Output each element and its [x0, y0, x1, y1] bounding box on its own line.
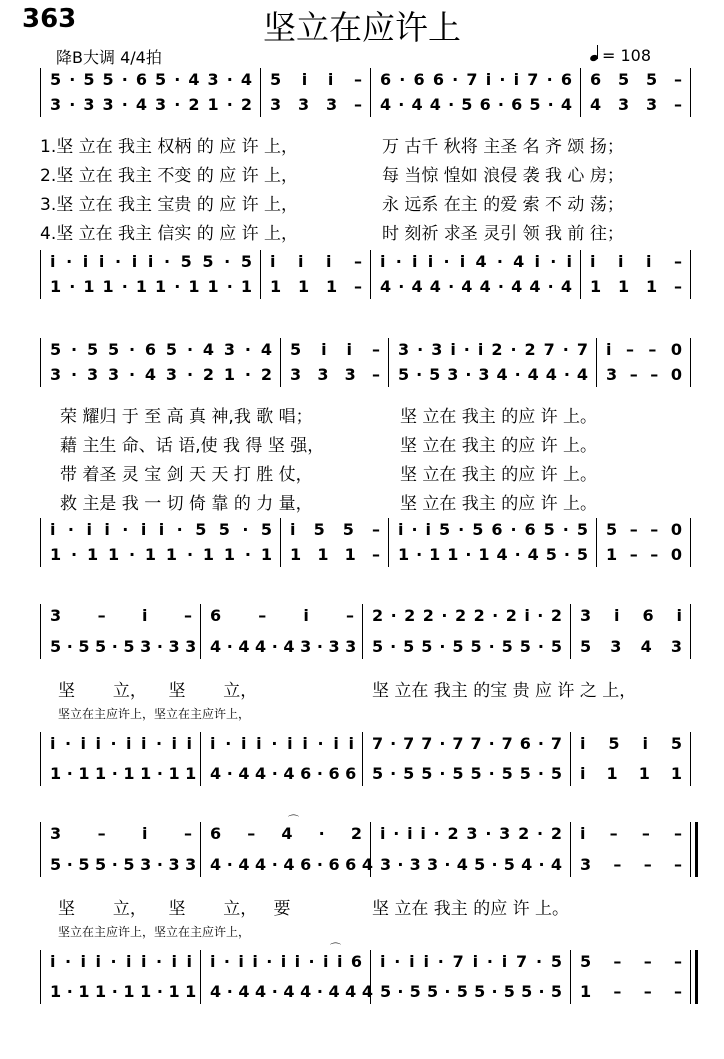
lyric-line	[0, 705, 724, 731]
lyric-line	[0, 431, 724, 457]
notation-row	[0, 252, 724, 272]
measure: 5 i i –	[270, 70, 362, 89]
lyric-line	[0, 460, 724, 486]
notation-row	[0, 982, 724, 1002]
music-system	[0, 70, 724, 305]
lyric-text: 坚 立在 我主 的应 许 上。	[372, 899, 570, 919]
lyric-text: 坚 立在 我主 的应 许 上。	[400, 436, 598, 456]
measure: 1 · 1 1 · 1 1 · 1 1	[50, 764, 197, 783]
lyric-text: 1.坚 立在 我主 权柄 的 应 许 上，	[40, 137, 299, 157]
notation-row	[0, 637, 724, 657]
lyric-text: 坚立在主应许上，坚立在主应许上，	[58, 925, 251, 939]
notation-row	[0, 606, 724, 626]
measure: 1 1 1 –	[290, 545, 380, 564]
measure: 3 – – –	[580, 855, 682, 874]
notation-row	[0, 545, 724, 565]
measure: 3 · 3 3 · 4 3 · 2 1 · 2	[50, 365, 272, 384]
measure: 1 · 1 1 · 1 1 · 1 1 · 1	[50, 277, 252, 296]
fermata-icon: ⌒	[288, 814, 299, 827]
measure: 3 · 3 3 · 4 5 · 5 4 · 4	[380, 855, 562, 874]
measure: 5 · 5 5 · 6 5 · 4 3 · 4	[50, 70, 252, 89]
measure: 4 · 4 4 · 4 6 · 6 6	[210, 764, 357, 783]
notation-row	[0, 95, 724, 115]
lyric-line	[0, 676, 724, 702]
lyric-text: 3.坚 立在 我主 宝贵 的 应 许 上，	[40, 195, 299, 215]
measure: i · i i · i i · i i 6	[210, 952, 362, 971]
hymn-number: 363	[22, 4, 77, 34]
measure: 6 – i –	[210, 606, 354, 625]
measure: i · i i · 2 3 · 3 2 · 2	[380, 824, 562, 843]
measure: 5 · 5 5 · 5 5 · 5 5 · 5	[372, 637, 562, 656]
measure: i 5 5 –	[290, 520, 380, 539]
measure: 3 · 3 3 · 4 3 · 2 1 · 2	[50, 95, 252, 114]
measure: 3 i 6 i	[580, 606, 682, 625]
measure: 5 · 5 5 · 5 5 · 5 5 · 5	[380, 982, 562, 1001]
measure: 5 – – 0	[606, 520, 682, 539]
notation-row	[0, 277, 724, 297]
measure: 4 · 4 4 · 4 4 · 4 4 4	[210, 982, 373, 1001]
measure: i – – –	[580, 824, 682, 843]
lyric-line	[0, 402, 724, 428]
fermata-icon: ⌒	[330, 942, 341, 955]
lyric-text: 坚 立在 我主 的应 许 上。	[400, 465, 598, 485]
measure: i · i i · i i · 5 5 · 5	[50, 520, 272, 539]
measure: i · i i · i 4 · 4 i · i	[380, 252, 572, 271]
music-system	[0, 606, 724, 841]
measure: i 5 i 5	[580, 734, 682, 753]
measure: 1 – – 0	[606, 545, 682, 564]
measure: i i i –	[270, 252, 362, 271]
lyric-line	[0, 489, 724, 515]
notation-row	[0, 365, 724, 385]
measure: 4 · 4 4 · 4 3 · 3 3	[210, 637, 357, 656]
measure: 1 1 1 –	[590, 277, 682, 296]
measure: 1 1 1 –	[270, 277, 362, 296]
measure: i · i i · 7 i · i 7 · 5	[380, 952, 562, 971]
measure: 3 · 3 i · i 2 · 2 7 · 7	[398, 340, 588, 359]
measure: i i i –	[590, 252, 682, 271]
lyric-line	[0, 923, 724, 949]
lyric-text: 藉 主生 命、话 语,使 我 得 坚 强，	[60, 436, 325, 456]
lyric-line	[0, 132, 724, 158]
lyric-text: 坚 立在 我主 的应 许 上。	[400, 407, 598, 427]
measure: 1 – – –	[580, 982, 682, 1001]
measure: 5 · 5 5 · 5 3 · 3 3	[50, 637, 197, 656]
measure: 3 3 3 –	[270, 95, 362, 114]
measure: 4 · 4 4 · 5 6 · 6 5 · 4	[380, 95, 572, 114]
measure: 3 3 3 –	[290, 365, 380, 384]
lyric-line	[0, 894, 724, 920]
page-title: 坚立在应许上	[263, 8, 461, 47]
lyric-text: 4.坚 立在 我主 信实 的 应 许 上，	[40, 224, 299, 244]
lyric-text: 坚 立在 我主 的应 许 上。	[400, 494, 598, 514]
lyric-text: 救 主是 我 一 切 倚 靠 的 力 量，	[60, 494, 313, 514]
lyric-line	[0, 219, 724, 245]
notation-row	[0, 340, 724, 360]
tempo-value: = 108	[602, 46, 652, 65]
measure: 1 · 1 1 · 1 4 · 4 5 · 5	[398, 545, 588, 564]
measure: 7 · 7 7 · 7 7 · 7 6 · 7	[372, 734, 562, 753]
measure: 3 – – 0	[606, 365, 682, 384]
measure: i · i 5 · 5 6 · 6 5 · 5	[398, 520, 588, 539]
measure: 5 · 5 5 · 5 5 · 5 5 · 5	[372, 764, 562, 783]
lyric-line	[0, 161, 724, 187]
notation-row	[0, 520, 724, 540]
lyric-text: 坚 立， 坚 立，	[58, 681, 258, 701]
lyric-text: 荣 耀归 于 至 高 真 神,我 歌 唱；	[60, 407, 313, 427]
measure: 3 – i –	[50, 606, 192, 625]
notation-row	[0, 855, 724, 875]
lyric-text: 带 着圣 灵 宝 剑 天 天 打 胜 仗，	[60, 465, 313, 485]
lyric-text: 坚 立， 坚 立， 要	[58, 899, 291, 919]
measure: 5 3 4 3	[580, 637, 682, 656]
measure: 6 – 4 · 2	[210, 824, 362, 843]
measure: 5 · 5 5 · 5 3 · 3 3	[50, 855, 197, 874]
measure: i · i i · i i · 5 5 · 5	[50, 252, 252, 271]
measure: 5 i i –	[290, 340, 380, 359]
measure: 6 5 5 –	[590, 70, 682, 89]
measure: 3 – i –	[50, 824, 192, 843]
measure: 4 3 3 –	[590, 95, 682, 114]
music-system	[0, 340, 724, 575]
measure: 2 · 2 2 · 2 2 · 2 i · 2	[372, 606, 562, 625]
measure: i 1 1 1	[580, 764, 682, 783]
measure: 1 · 1 1 · 1 1 · 1 1	[50, 982, 197, 1001]
notation-row	[0, 734, 724, 754]
lyric-text: 坚立在主应许上，坚立在主应许上，	[58, 707, 251, 721]
lyric-text: 2.坚 立在 我主 不变 的 应 许 上，	[40, 166, 299, 186]
measure: 5 – – –	[580, 952, 682, 971]
lyric-text: 时 刻祈 求圣 灵引 领 我 前 往；	[382, 224, 624, 244]
notation-row	[0, 70, 724, 90]
lyric-text: 永 远系 在主 的爱 索 不 动 荡；	[382, 195, 624, 215]
lyric-text: 坚 立在 我主 的宝 贵 应 许 之 上，	[372, 681, 637, 701]
tempo-marking	[590, 45, 651, 65]
notation-row	[0, 824, 724, 844]
lyric-text: 万 古千 秋将 主圣 名 齐 颂 扬；	[382, 137, 624, 157]
measure: i · i i · i i · i i	[210, 734, 354, 753]
lyric-text: 每 当惊 惶如 浪侵 袭 我 心 房；	[382, 166, 624, 186]
measure: 4 · 4 4 · 4 6 · 6 6 4	[210, 855, 373, 874]
measure: i · i i · i i · i i	[50, 734, 192, 753]
measure: i · i i · i i · i i	[50, 952, 192, 971]
notation-row	[0, 952, 724, 972]
quarter-note-icon	[590, 45, 602, 61]
measure: i – – 0	[606, 340, 682, 359]
lyric-line	[0, 190, 724, 216]
measure: 1 · 1 1 · 1 1 · 1 1 · 1	[50, 545, 272, 564]
notation-row	[0, 764, 724, 784]
measure: 4 · 4 4 · 4 4 · 4 4 · 4	[380, 277, 572, 296]
measure: 5 · 5 3 · 3 4 · 4 4 · 4	[398, 365, 588, 384]
measure: 5 · 5 5 · 6 5 · 4 3 · 4	[50, 340, 272, 359]
measure: 6 · 6 6 · 7 i · i 7 · 6	[380, 70, 572, 89]
key-signature: 降B大调 4/4拍	[56, 48, 162, 67]
